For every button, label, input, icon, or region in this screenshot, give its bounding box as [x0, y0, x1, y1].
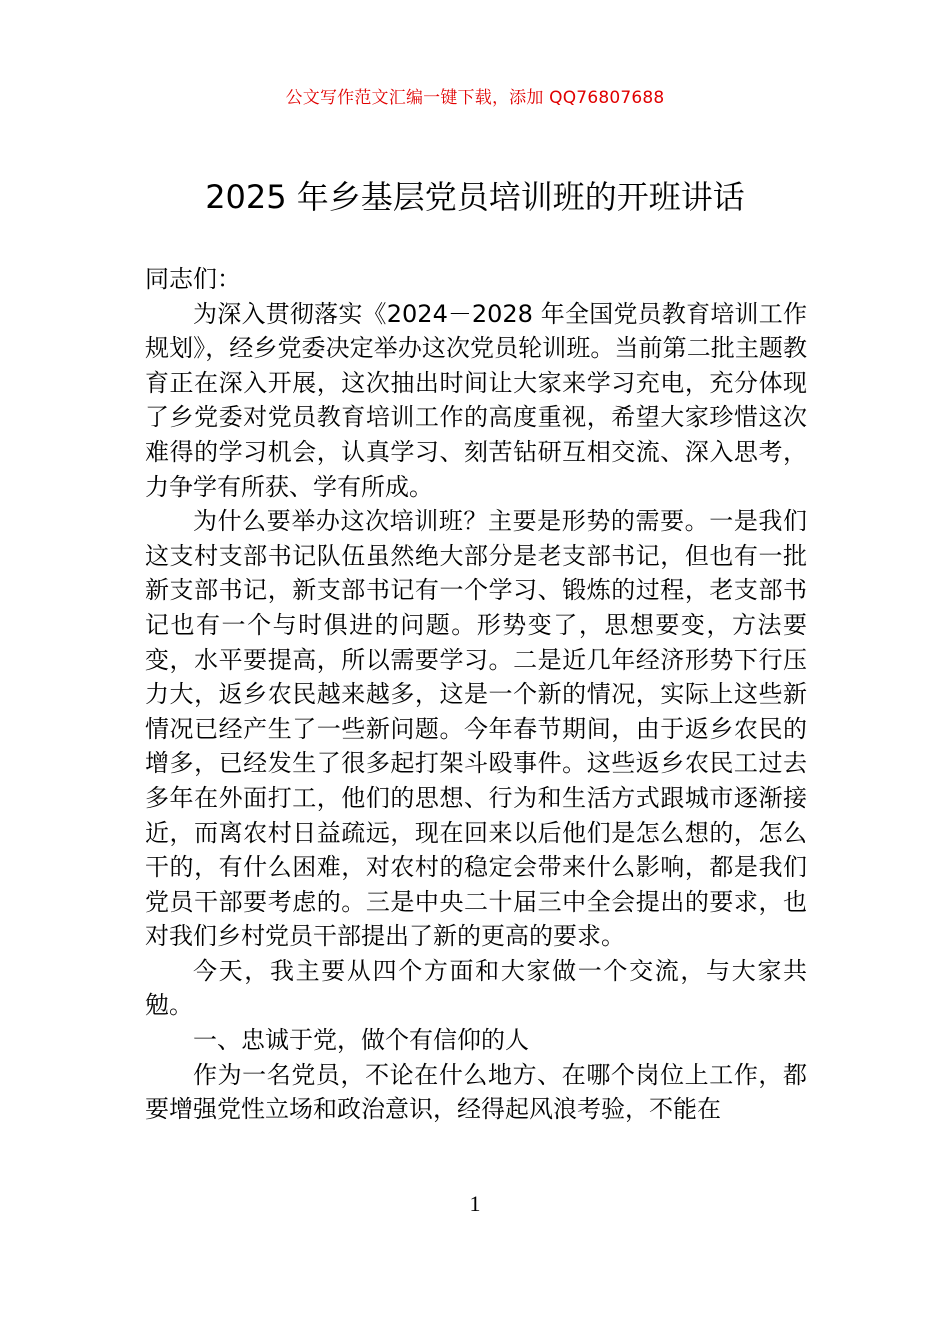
section-paragraph: 作为一名党员，不论在什么地方、在哪个岗位上工作，都要增强党性立场和政治意识，经得起风浪考验，不能在 [145, 1060, 807, 1124]
paragraph-3: 今天，我主要从四个方面和大家做一个交流，与大家共勉。 [145, 956, 807, 1020]
paragraph-2: 为什么要举办这次培训班？主要是形势的需要。一是我们这支村支部书记队伍虽然绝大部分是老支部书记，但也有一批新支部书记，新支部书记有一个学习、锻炼的过程，老支部书记也有一个与时俱进的问题。形势变了，思想要变，方法要变，水平要提高，所以需要学习。二是近几年经济形势下行压力大，返乡农民越来越多，这是一个新的情况，实际上这些新情况已经产生了一些新问题。今年春节期间，由于返乡农民的增多，已经发生了很多起打架斗殴事件。这些返乡农民工过去多年在外面打工，他们的思想、行为和生活方式跟城市逐渐接近，而离农村日益疏远，现在回来以后他们是怎么想的，怎么干的，有什么困难，对农村的稳定会带来什么影响，都是我们党员干部要考虑的。三是中央二十届三中全会提出的要求，也对我们乡村党员干部提出了新的更高的要求。 [145, 507, 807, 951]
document-body [145, 262, 807, 1127]
section-heading: 一、忠诚于党，做个有信仰的人 [193, 1026, 529, 1055]
document-title: 2025 年乡基层党员培训班的开班讲话 [205, 178, 745, 216]
salutation: 同志们： [145, 265, 241, 293]
page-number: 1 [469, 1191, 481, 1216]
paragraph-1: 为深入贯彻落实《2024－2028 年全国党员教育培训工作规划》，经乡党委决定举办这次党员轮训班。当前第二批主题教育正在深入开展，这次抽出时间让大家来学习充电，充分体现了乡党委对党员教育培训工作的高度重视，希望大家珍惜这次难得的学习机会，认真学习、刻苦钻研互相交流、深入思考，力争学有所获、学有所成。 [145, 299, 807, 501]
download-banner: 公文写作范文汇编一键下载，添加 QQ76807688 [285, 88, 665, 108]
